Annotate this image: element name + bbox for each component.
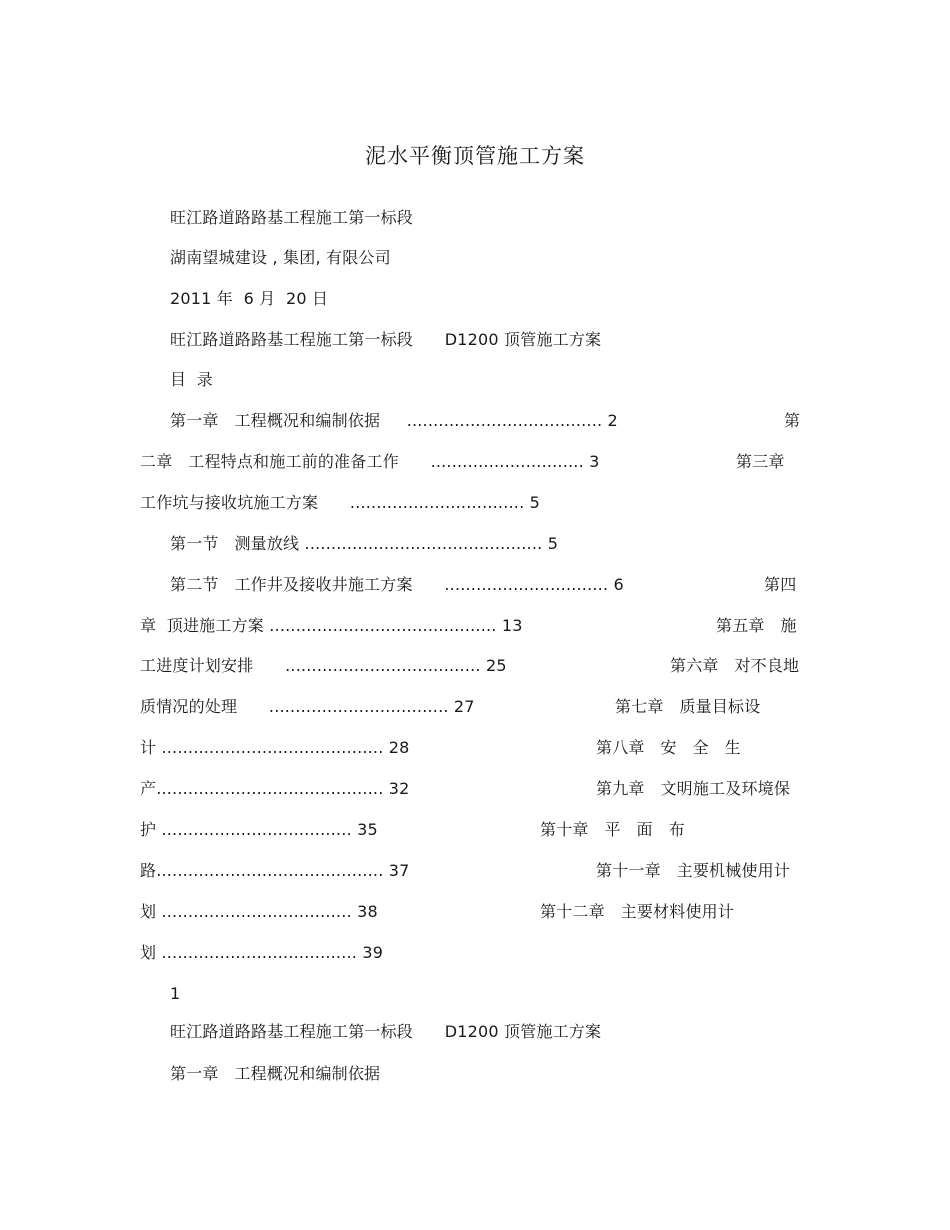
toc-heading: 目 录: [170, 370, 213, 389]
page-header: 旺江路道路路基工程施工第一标段 D1200 顶管施工方案: [170, 330, 602, 349]
toc-line: 划 ..................................... 39: [140, 943, 384, 962]
toc-line: 质情况的处理 .................................. 27: [140, 697, 475, 716]
toc-line-wrap: 第十章 平 面 布: [540, 820, 685, 839]
toc-line: 产........................................... 32: [140, 779, 410, 798]
toc-line: 第一节 测量放线 ............................................. 5: [170, 534, 559, 553]
toc-line: 工作坑与接收坑施工方案 ................................. 5: [140, 493, 541, 512]
toc-line: 计 .......................................... 28: [140, 738, 410, 757]
company-name: 湖南望城建设 , 集团, 有限公司: [170, 248, 391, 267]
toc-line: 第二节 工作井及接收井施工方案 ............................... 6: [170, 575, 624, 594]
toc-line-wrap: 第三章: [736, 452, 785, 471]
toc-line-wrap: 第十一章 主要机械使用计: [596, 861, 791, 880]
page-header-2: 旺江路道路路基工程施工第一标段 D1200 顶管施工方案: [170, 1022, 602, 1041]
project-name: 旺江路道路路基工程施工第一标段: [170, 208, 414, 227]
toc-line-wrap: 第十二章 主要材料使用计: [540, 902, 735, 921]
chapter-heading: 第一章 工程概况和编制依据: [170, 1064, 381, 1083]
toc-line-wrap: 第四: [764, 575, 797, 594]
toc-line-wrap: 第六章 对不良地: [670, 656, 800, 675]
toc-line-wrap: 第八章 安 全 生: [596, 738, 741, 757]
toc-line: 路........................................... 37: [140, 861, 410, 880]
toc-line-wrap: 第: [784, 411, 801, 430]
toc-line: 划 .................................... 38: [140, 902, 378, 921]
toc-line: 第一章 工程概况和编制依据 ..................................... 2: [170, 411, 618, 430]
toc-line: 章 顶进施工方案 ........................................... 13: [140, 616, 523, 635]
toc-line: 工进度计划安排 ..................................... 25: [140, 656, 507, 675]
toc-line-wrap: 第七章 质量目标设: [615, 697, 761, 716]
document-date: 2011 年 6 月 20 日: [170, 289, 329, 308]
toc-line: 护 .................................... 35: [140, 820, 378, 839]
page-number: 1: [170, 984, 181, 1003]
document-title: 泥水平衡顶管施工方案: [365, 144, 585, 168]
toc-line-wrap: 第九章 文明施工及环境保: [596, 779, 791, 798]
toc-line: 二章 工程特点和施工前的准备工作 ............................. 3: [140, 452, 600, 471]
toc-line-wrap: 第五章 施: [716, 616, 797, 635]
